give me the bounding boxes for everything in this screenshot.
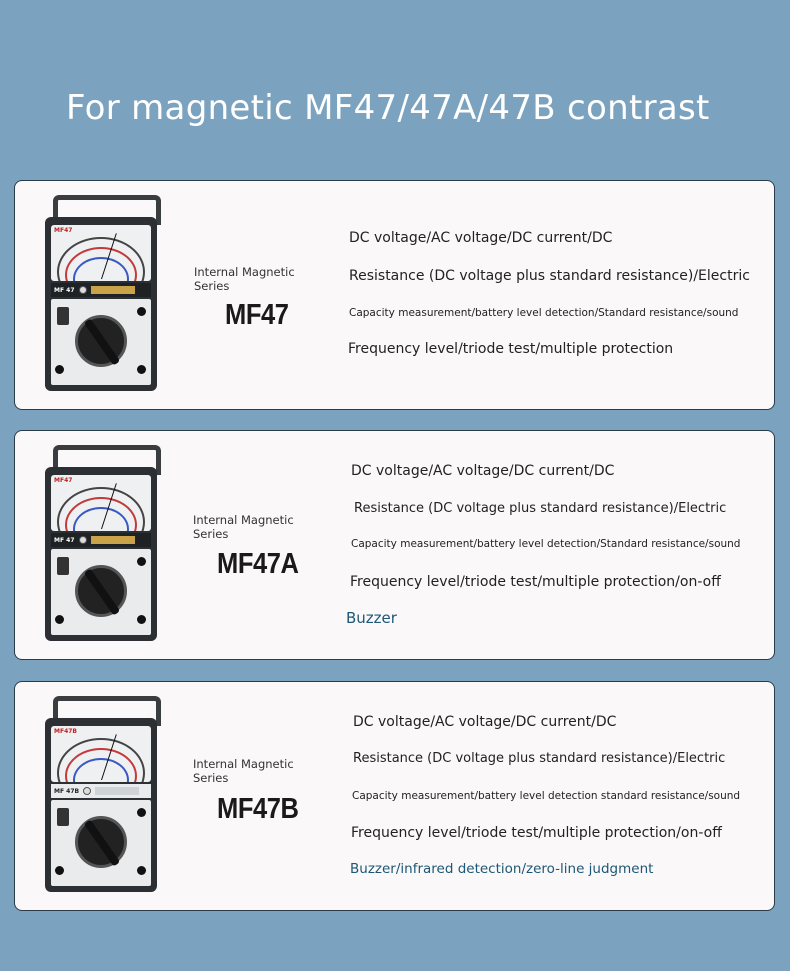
meter-dial: MF47B [51,726,151,782]
page-title: For magnetic MF47/47A/47B contrast [66,88,710,128]
feature-line: Resistance (DC voltage plus standard resistance)/Electric [354,501,727,516]
multimeter-image [41,445,177,645]
zero-adjust-knob-icon [83,787,91,795]
multimeter-image [41,696,177,896]
product-card-mf47a [14,430,775,660]
feature-line: Frequency level/triode test/multiple protection [348,341,674,357]
multimeter-image [41,195,177,395]
feature-line: Capacity measurement/battery level detection/Standard resistance/sound [349,307,739,319]
meter-dial: MF47 [51,225,151,281]
feature-line: DC voltage/AC voltage/DC current/DC [351,463,615,479]
feature-line: Capacity measurement/battery level detection standard resistance/sound [352,790,741,802]
feature-line: Frequency level/triode test/multiple protection/on-off [350,574,721,590]
product-card-mf47b [14,681,775,911]
feature-line: Frequency level/triode test/multiple protection/on-off [351,825,722,841]
zero-adjust-knob-icon [79,286,87,294]
meter-panel [51,800,151,886]
series-label: Internal Magnetic Series [193,513,294,541]
meter-panel [51,549,151,635]
meter-nameplate: MF 47 [51,283,151,297]
product-card-mf47 [14,180,775,410]
meter-dial: MF47 [51,475,151,531]
series-label: Internal Magnetic Series [193,757,294,785]
feature-line: DC voltage/AC voltage/DC current/DC [349,230,613,246]
extra-feature: Buzzer/infrared detection/zero-line judgment [350,861,654,877]
range-selector-icon [75,816,127,868]
zero-adjust-knob-icon [79,536,87,544]
range-selector-icon [75,315,127,367]
model-name: MF47A [217,548,299,580]
meter-panel [51,299,151,385]
series-label: Internal Magnetic Series [194,265,295,293]
feature-line: Resistance (DC voltage plus standard resistance)/Electric [353,751,726,766]
model-name: MF47B [217,793,299,825]
meter-nameplate: MF 47B [51,784,151,798]
meter-nameplate: MF 47 [51,533,151,547]
feature-line: Capacity measurement/battery level detection/Standard resistance/sound [351,538,741,550]
extra-feature: Buzzer [346,609,397,627]
model-name: MF47 [225,299,289,331]
feature-line: DC voltage/AC voltage/DC current/DC [353,714,617,730]
feature-line: Resistance (DC voltage plus standard resistance)/Electric [349,268,750,284]
range-selector-icon [75,565,127,617]
